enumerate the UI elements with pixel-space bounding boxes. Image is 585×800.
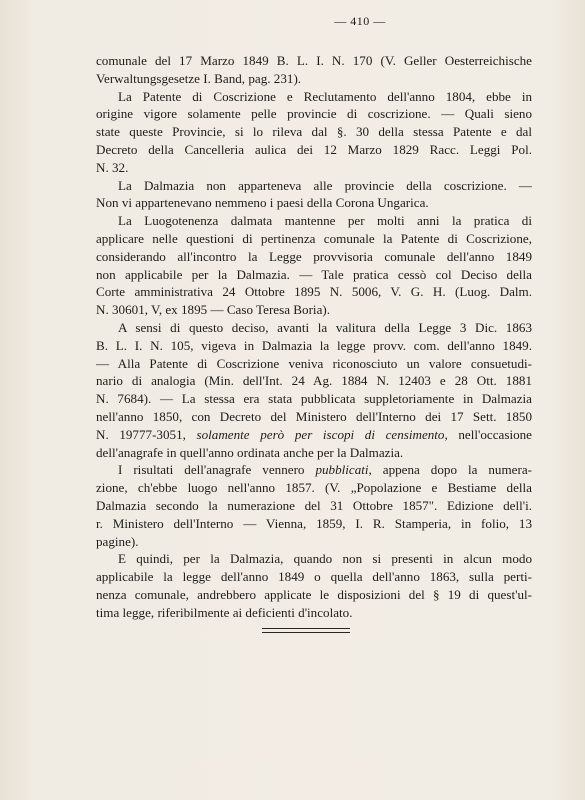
text-line: non applicabile per la Dalmazia. — Tale pratica cessò col Deciso della [96, 266, 532, 282]
body-text [96, 52, 532, 622]
text-line: nario di analogia (Min. dell'Int. 24 Ag. 1884 N. 12403 e 28 Ott. 1881 [96, 373, 532, 389]
text-run: N. 19777-3051, [96, 426, 197, 442]
italic-emphasis: solamente però per iscopi di censimento, [196, 426, 448, 442]
paragraph [96, 212, 532, 319]
text-line: La Luogotenenza dalmata mantenne per molti anni la pratica di [118, 213, 532, 229]
text-line: zione, ch'ebbe luogo nell'anno 1857. (V. „Popolazione e Bestiame della [96, 480, 532, 496]
text-line: Dalmazia secondo la numerazione del 31 Ottobre 1857". Edizione dell'i. [96, 497, 532, 513]
text-line: pagine). [96, 533, 139, 549]
text-line: La Dalmazia non apparteneva alle provincie della coscrizione. — [118, 177, 532, 193]
text-line: nell'anno 1850, con Decreto del Ministero dell'Interno dei 17 Sett. 1850 [96, 408, 532, 424]
text-run: nell'occasione [447, 426, 532, 442]
text-line: considerando all'incontro la Legge provvisoria comunale dell'anno 1849 [96, 248, 532, 264]
text-line: — Alla Patente di Coscrizione veniva riconosciuto un valore consuetudi- [96, 355, 532, 371]
text-line: origine vigore solamente pelle provincie di coscrizione. — Quali sieno [96, 106, 532, 122]
text-line: r. Ministero dell'Interno — Vienna, 1859, I. R. Stamperia, in folio, 13 [96, 515, 532, 531]
text-line: E quindi, per la Dalmazia, quando non si presenti in alcun modo [118, 551, 532, 567]
section-divider-rule [262, 632, 350, 633]
paragraph [96, 88, 532, 177]
text-line [96, 426, 532, 444]
paragraph [96, 461, 532, 550]
text-line: N. 7684). — La stessa era stata pubblicata suppletoriamente in Dalmazia [96, 391, 532, 407]
text-line: La Patente di Coscrizione e Reclutamento dell'anno 1804, ebbe in [118, 88, 532, 104]
text-run: I risultati dell'anagrafe vennero [118, 462, 316, 478]
text-line: N. 30601, V, ex 1895 — Caso Teresa Boria). [96, 302, 331, 318]
text-run: appena dopo la numera- [371, 462, 532, 478]
text-line: B. L. I. N. 105, vigeva in Dalmazia la legge provv. com. dell'anno 1849. [96, 337, 532, 353]
text-line: Corte amministrativa 24 Ottobre 1895 N. 5006, V. G. H. (Luog. Dalm. [96, 284, 532, 300]
text-line: Verwaltungsgesetze I. Band, pag. 231). [96, 70, 302, 86]
text-line: Non vi appartenevano nemmeno i paesi della Corona Ungarica. [96, 195, 429, 211]
text-line: applicabile la legge dell'anno 1849 o quella dell'anno 1863, sulla perti- [96, 569, 532, 585]
italic-emphasis: pubblicati, [315, 462, 372, 478]
paragraph [96, 52, 532, 88]
text-line: nenza comunale, andrebbero applicate le disposizioni del § 19 di quest'ul- [96, 586, 532, 602]
text-line: state queste Provincie, si lo rileva dal §. 30 della stessa Patente e dal [96, 124, 532, 140]
text-line: applicare nelle questioni di pertinenza comunale la Patente di Coscrizione, [96, 230, 532, 246]
text-line: Decreto della Cancelleria aulica dei 12 Marzo 1829 Racc. Leggi Pol. [96, 141, 532, 157]
text-line: tima legge, riferibilmente ai deficienti d'incolato. [96, 604, 353, 620]
page-number: — 410 — [334, 14, 386, 28]
text-line: dell'anagrafe in quell'anno ordinata anche per la Dalmazia. [96, 444, 404, 460]
paragraph [96, 319, 532, 461]
text-line [96, 461, 532, 479]
text-line: N. 32. [96, 159, 129, 175]
paragraph [96, 550, 532, 621]
text-line: comunale del 17 Marzo 1849 B. L. I. N. 170 (V. Geller Oesterreichische [96, 53, 532, 68]
paragraph [96, 177, 532, 213]
text-line: A sensi di questo deciso, avanti la valitura della Legge 3 Dic. 1863 [118, 319, 532, 335]
section-divider-rule [262, 628, 350, 629]
